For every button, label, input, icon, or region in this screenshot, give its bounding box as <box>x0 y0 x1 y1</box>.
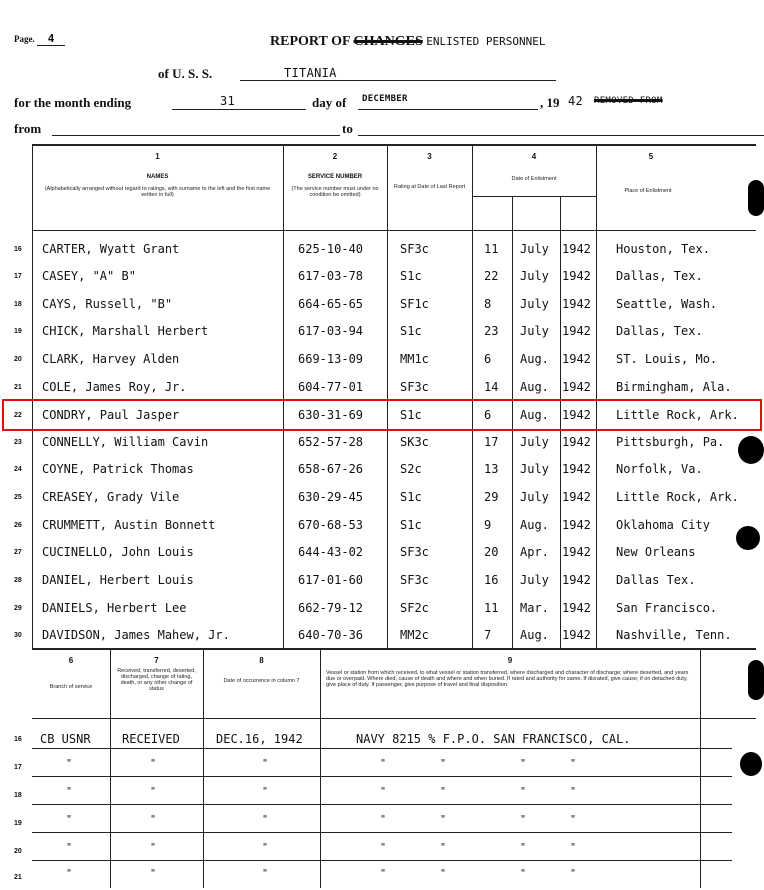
col-3-number: 3 <box>427 152 432 161</box>
enlist-year-cell: 1942 <box>562 380 591 394</box>
col-9-number: 9 <box>507 656 513 665</box>
enlist-place-cell: Dallas Tex. <box>616 573 696 587</box>
enlist-month-cell: July <box>520 573 549 587</box>
service-number-cell: 662-79-12 <box>298 601 364 615</box>
row-number: 21 <box>14 384 22 391</box>
name-cell: DAVIDSON, James Mahew, Jr. <box>42 628 230 642</box>
name-cell: CONNELLY, William Cavin <box>42 435 209 449</box>
ditto-mark: " <box>520 814 527 825</box>
enlist-place-cell: Oklahoma City <box>616 518 710 532</box>
name-cell: CUCINELLO, John Louis <box>42 545 194 559</box>
enlist-year-cell: 1942 <box>562 269 591 283</box>
enlist-day-cell: 7 <box>484 628 492 642</box>
enlist-place-cell: Norfolk, Va. <box>616 462 703 476</box>
table-row <box>0 754 764 780</box>
row-number: 16 <box>14 246 22 253</box>
row-number: 19 <box>14 820 22 827</box>
name-cell: COYNE, Patrick Thomas <box>42 462 194 476</box>
table-row <box>0 782 764 808</box>
ditto-mark: " <box>520 758 527 769</box>
name-cell: CARTER, Wyatt Grant <box>42 242 180 256</box>
name-cell: CREASEY, Grady Vile <box>42 490 180 504</box>
col-6-number: 6 <box>68 656 74 665</box>
service-number-cell: 630-29-45 <box>298 490 364 504</box>
enlist-month-cell: July <box>520 435 549 449</box>
table-row <box>0 263 764 289</box>
service-number-cell: 664-65-65 <box>298 297 364 311</box>
rating-cell: MM2c <box>400 628 429 642</box>
ditto-mark: " <box>440 868 447 879</box>
table-row <box>0 346 764 372</box>
enlist-day-cell: 23 <box>484 324 499 338</box>
enlist-place-cell: Dallas, Tex. <box>616 269 703 283</box>
ditto-mark: " <box>380 758 387 769</box>
name-cell: CRUMMETT, Austin Bonnett <box>42 518 216 532</box>
enlist-day-cell: 17 <box>484 435 499 449</box>
table-row <box>0 622 764 648</box>
status-cell: RECEIVED <box>122 732 180 746</box>
enlist-year-cell: 1942 <box>562 518 591 532</box>
service-number-cell: 644-43-02 <box>298 545 364 559</box>
col-5-number: 5 <box>648 152 654 161</box>
highlight-box <box>2 399 762 431</box>
enlist-month-cell: July <box>520 269 549 283</box>
row-number: 25 <box>14 494 22 501</box>
table-row <box>0 726 764 752</box>
row-number: 21 <box>14 874 22 881</box>
enlist-day-cell: 22 <box>484 269 499 283</box>
enlist-year-cell: 1942 <box>562 324 591 338</box>
enlist-month-cell: Aug. <box>520 380 549 394</box>
row-number: 18 <box>14 792 22 799</box>
service-number-cell: 617-03-94 <box>298 324 364 338</box>
ditto-mark: " <box>570 814 577 825</box>
col-7-number: 7 <box>154 656 159 665</box>
row-number: 23 <box>14 439 22 446</box>
enlist-month-cell: Mar. <box>520 601 549 615</box>
ditto-mark: " <box>66 758 73 769</box>
table-row <box>0 429 764 455</box>
ditto-mark: " <box>380 842 387 853</box>
name-cell: DANIELS, Herbert Lee <box>42 601 187 615</box>
rating-cell: S1c <box>400 518 422 532</box>
table-row <box>0 291 764 317</box>
ditto-mark: " <box>66 814 73 825</box>
month-struck: REMOVED FROM <box>594 96 663 106</box>
table-row <box>0 512 764 538</box>
binder-hole-icon <box>748 660 764 700</box>
col-4-title: Date of Enlistment <box>511 176 557 182</box>
enlist-year-cell: 1942 <box>562 297 591 311</box>
row-number: 17 <box>14 273 22 280</box>
name-cell: CASEY, "A" B" <box>42 269 136 283</box>
enlist-day-cell: 6 <box>484 408 492 422</box>
table-row <box>0 484 764 510</box>
report-title <box>270 34 545 50</box>
ditto-mark: " <box>150 842 157 853</box>
ditto-mark: " <box>440 758 447 769</box>
ship-name: TITANIA <box>284 66 337 80</box>
enlist-month-cell: Aug. <box>520 518 549 532</box>
enlist-place-cell: Pittsburgh, Pa. <box>616 435 725 449</box>
col-4-number: 4 <box>531 152 537 161</box>
rating-cell: SF3c <box>400 242 429 256</box>
enlist-place-cell: Little Rock, Ark. <box>616 490 739 504</box>
table-row <box>0 864 764 890</box>
table-row <box>0 236 764 262</box>
enlist-day-cell: 6 <box>484 352 492 366</box>
ditto-mark: " <box>570 842 577 853</box>
enlist-month-cell: Aug. <box>520 628 549 642</box>
enlist-year-cell: 1942 <box>562 352 591 366</box>
service-number-cell: 669-13-09 <box>298 352 364 366</box>
rating-cell: S1c <box>400 490 422 504</box>
rating-cell: SK3c <box>400 435 429 449</box>
ditto-mark: " <box>380 868 387 879</box>
rating-cell: S2c <box>400 462 422 476</box>
branch-cell: CB USNR <box>40 732 91 746</box>
enlist-place-cell: Dallas, Tex. <box>616 324 703 338</box>
ditto-mark: " <box>150 786 157 797</box>
name-cell: CHICK, Marshall Herbert <box>42 324 209 338</box>
ditto-mark: " <box>66 786 73 797</box>
ditto-mark: " <box>520 786 527 797</box>
month-day: 31 <box>220 94 236 108</box>
ditto-mark: " <box>66 868 73 879</box>
row-number: 30 <box>14 632 22 639</box>
table-row <box>0 810 764 836</box>
ditto-mark: " <box>262 814 269 825</box>
name-cell: DANIEL, Herbert Louis <box>42 573 194 587</box>
row-number: 17 <box>14 764 22 771</box>
row-number: 24 <box>14 466 22 473</box>
rating-cell: S1c <box>400 324 422 338</box>
remarks-cell: NAVY 8215 % F.P.O. SAN FRANCISCO, CAL. <box>356 732 631 746</box>
enlist-year-cell: 1942 <box>562 462 591 476</box>
ditto-mark: " <box>570 868 577 879</box>
col-8-title: Date of occurrence in column 7 <box>223 678 300 684</box>
ditto-mark: " <box>570 786 577 797</box>
enlist-year-cell: 1942 <box>562 601 591 615</box>
row-number: 20 <box>14 356 22 363</box>
enlist-day-cell: 16 <box>484 573 499 587</box>
enlist-place-cell: ST. Louis, Mo. <box>616 352 718 366</box>
page-number: 4 <box>37 32 65 46</box>
row-number: 19 <box>14 328 22 335</box>
name-cell: CLARK, Harvey Alden <box>42 352 180 366</box>
ditto-mark: " <box>262 868 269 879</box>
col-2-subtitle: (The service number must under no condition be omitted) <box>291 186 379 198</box>
rating-cell: SF2c <box>400 601 429 615</box>
table-row <box>0 595 764 621</box>
table-row <box>0 539 764 565</box>
table-row <box>0 318 764 344</box>
col-1-title: NAMES <box>146 174 169 180</box>
row-number: 26 <box>14 522 22 529</box>
enlist-year-cell: 1942 <box>562 490 591 504</box>
ditto-mark: " <box>440 814 447 825</box>
row-number: 16 <box>14 736 22 743</box>
enlist-place-cell: New Orleans <box>616 545 696 559</box>
ditto-mark: " <box>520 868 527 879</box>
col-6-title: Branch of service <box>49 684 93 690</box>
enlist-month-cell: July <box>520 297 549 311</box>
enlist-month-cell: July <box>520 490 549 504</box>
service-number-cell: 625-10-40 <box>298 242 364 256</box>
enlist-year-cell: 1942 <box>562 408 591 422</box>
ditto-mark: " <box>440 786 447 797</box>
rating-cell: SF3c <box>400 573 429 587</box>
ditto-mark: " <box>150 814 157 825</box>
enlist-day-cell: 8 <box>484 297 492 311</box>
enlist-day-cell: 11 <box>484 242 499 256</box>
enlist-month-cell: July <box>520 462 549 476</box>
rating-cell: SF3c <box>400 545 429 559</box>
rating-cell: S1c <box>400 408 422 422</box>
name-cell: CAYS, Russell, "B" <box>42 297 173 311</box>
binder-hole-icon <box>748 180 764 216</box>
col-1-subtitle: (Alphabetically arranged without regard to ratings, with surname to the left and the first name written in full) <box>44 186 271 198</box>
col-3-title: Rating at Date of Last Report <box>393 184 466 190</box>
enlist-place-cell: Seattle, Wash. <box>616 297 718 311</box>
ditto-mark: " <box>440 842 447 853</box>
row-number: 28 <box>14 577 22 584</box>
title-suffix: ENLISTED PERSONNEL <box>426 35 546 48</box>
col-2-number: 2 <box>332 152 338 161</box>
ditto-mark: " <box>380 814 387 825</box>
binder-hole-icon <box>736 526 760 550</box>
month-label: for the month ending <box>14 95 132 110</box>
col-9-title: Vessel or station from which received, to what vessel or station transferred, where discharged and character of discharge; where deserted, and years due or overpaid. Where died, cause of death and where and when buried. If rated and authority for same. If disrated, give cause; if on detached duty, give place of duty. If passenger, give purpose of travel and final disposition. <box>326 670 689 688</box>
table-row <box>0 838 764 864</box>
col-5-title: Place of Enlistment <box>624 188 672 194</box>
ditto-mark: " <box>262 786 269 797</box>
rating-cell: SF1c <box>400 297 429 311</box>
enlist-place-cell: Birmingham, Ala. <box>616 380 732 394</box>
enlist-day-cell: 20 <box>484 545 499 559</box>
service-number-cell: 658-67-26 <box>298 462 364 476</box>
page-label-text: Page <box>14 34 33 44</box>
enlist-day-cell: 14 <box>484 380 499 394</box>
enlist-year-cell: 1942 <box>562 628 591 642</box>
title-prefix: REPORT OF <box>270 34 351 49</box>
ditto-mark: " <box>570 758 577 769</box>
binder-hole-icon <box>740 752 762 776</box>
enlist-month-cell: Apr. <box>520 545 549 559</box>
enlist-day-cell: 9 <box>484 518 492 532</box>
enlist-day-cell: 11 <box>484 601 499 615</box>
service-number-cell: 617-03-78 <box>298 269 364 283</box>
enlist-month-cell: July <box>520 242 549 256</box>
enlist-month-cell: Aug. <box>520 352 549 366</box>
table-row <box>0 456 764 482</box>
row-number: 18 <box>14 301 22 308</box>
enlist-year-cell: 1942 <box>562 435 591 449</box>
binder-hole-icon <box>738 436 764 464</box>
to-label: to <box>342 121 353 136</box>
occurrence-date-cell: DEC.16, 1942 <box>216 732 303 746</box>
ship-label: of U. S. S. <box>158 66 213 81</box>
ditto-mark: " <box>262 758 269 769</box>
ditto-mark: " <box>262 842 269 853</box>
rating-cell: S1c <box>400 269 422 283</box>
row-number: 27 <box>14 549 22 556</box>
service-number-cell: 617-01-60 <box>298 573 364 587</box>
month-name: DECEMBER <box>362 94 408 104</box>
enlist-day-cell: 13 <box>484 462 499 476</box>
table-row <box>0 374 764 400</box>
enlist-year-cell: 1942 <box>562 545 591 559</box>
enlist-place-cell: San Francisco. <box>616 601 718 615</box>
title-struck: CHANGES <box>353 34 423 49</box>
enlist-month-cell: Aug. <box>520 408 549 422</box>
col-1-number: 1 <box>155 152 160 161</box>
ditto-mark: " <box>150 868 157 879</box>
ditto-mark: " <box>66 842 73 853</box>
enlist-place-cell: Houston, Tex. <box>616 242 710 256</box>
service-number-cell: 630-31-69 <box>298 408 364 422</box>
rating-cell: MM1c <box>400 352 429 366</box>
service-number-cell: 652-57-28 <box>298 435 364 449</box>
day-of-label: day of <box>312 95 347 110</box>
table-row <box>0 567 764 593</box>
row-number: 22 <box>14 412 22 419</box>
enlist-place-cell: Nashville, Tenn. <box>616 628 732 642</box>
enlist-year-cell: 1942 <box>562 242 591 256</box>
col-2-title: SERVICE NUMBER <box>307 174 363 180</box>
name-cell: CONDRY, Paul Jasper <box>42 408 180 422</box>
service-number-cell: 670-68-53 <box>298 518 364 532</box>
ditto-mark: " <box>150 758 157 769</box>
ditto-mark: " <box>380 786 387 797</box>
ditto-mark: " <box>520 842 527 853</box>
row-number: 29 <box>14 605 22 612</box>
name-cell: COLE, James Roy, Jr. <box>42 380 187 394</box>
rating-cell: SF3c <box>400 380 429 394</box>
enlist-year-cell: 1942 <box>562 573 591 587</box>
page-label: Page. 4 <box>14 32 65 46</box>
col-8-number: 8 <box>259 656 264 665</box>
service-number-cell: 604-77-01 <box>298 380 364 394</box>
col-7-title: Received, transferred, deserted, discharged, change of rating, death, or any other change of status <box>117 668 196 692</box>
row-number: 20 <box>14 848 22 855</box>
year-prefix: , 19 <box>540 95 560 110</box>
from-label: from <box>14 121 42 136</box>
enlist-month-cell: July <box>520 324 549 338</box>
enlist-day-cell: 29 <box>484 490 499 504</box>
year-value: 42 <box>568 94 584 108</box>
service-number-cell: 640-70-36 <box>298 628 364 642</box>
enlist-place-cell: Little Rock, Ark. <box>616 408 739 422</box>
